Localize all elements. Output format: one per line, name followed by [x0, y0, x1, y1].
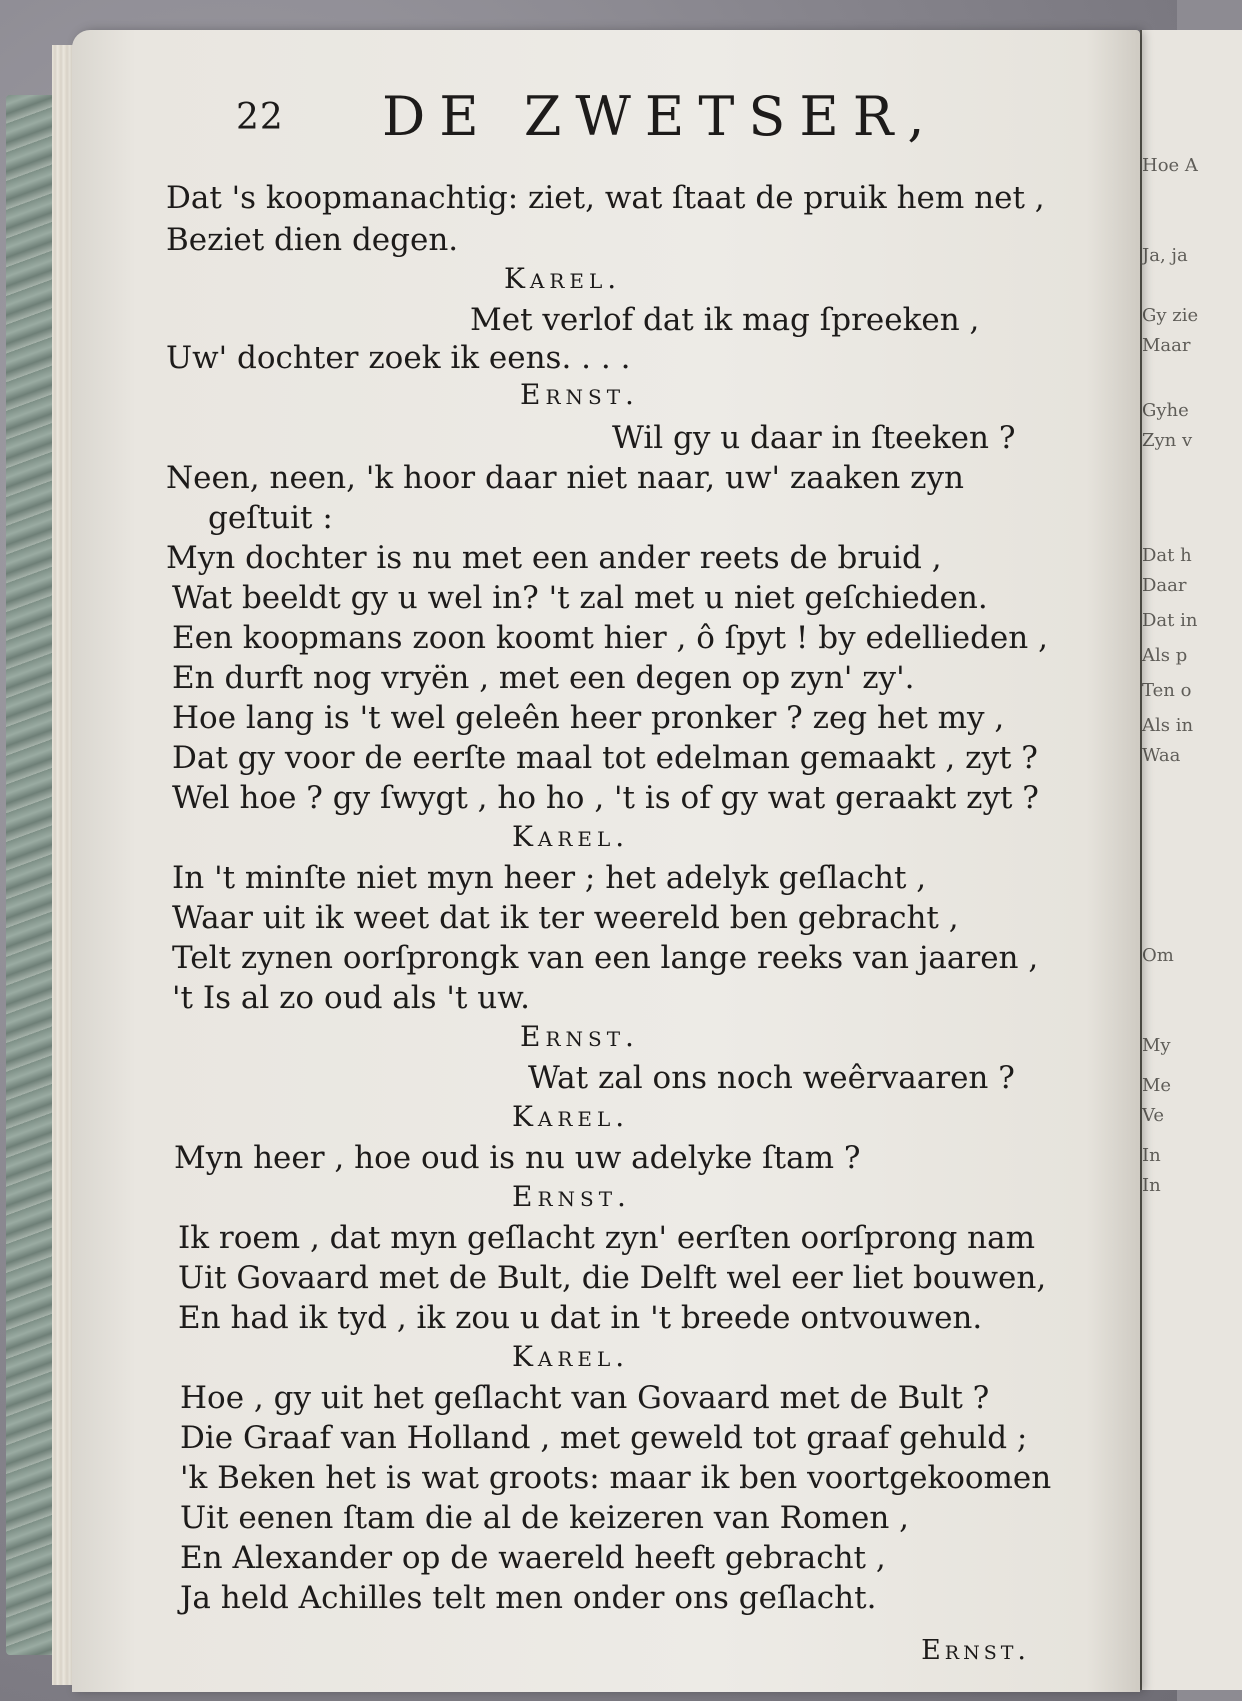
facing-page-fragment: Ja, ja — [1142, 245, 1188, 266]
speaker-name: Ernst. — [520, 378, 639, 411]
running-title: DE ZWETSER, — [382, 85, 939, 148]
verse-line: Hoe , gy uit het geſlacht van Govaard met de Bult ? — [180, 1380, 990, 1416]
facing-page-fragment: Hoe A — [1142, 155, 1198, 176]
verse-line: Telt zynen oorſprongk van een lange reeks van jaaren , — [172, 940, 1039, 976]
facing-page-fragment: Zyn v — [1142, 430, 1193, 451]
verse-line: Die Graaf van Holland , met geweld tot graaf gehuld ; — [180, 1420, 1028, 1456]
verse-line: En had ik tyd , ik zou u dat in 't breede ontvouwen. — [178, 1300, 983, 1336]
verse-line: Uit eenen ſtam die al de keizeren van Romen , — [180, 1500, 910, 1536]
facing-page-fragment: Gy zie — [1142, 305, 1199, 326]
verse-line: Ja held Achilles telt men onder ons geſlacht. — [180, 1580, 877, 1616]
facing-page-fragment: Dat h — [1142, 545, 1192, 566]
verse-line: Hoe lang is 't wel geleên heer pronker ? zeg het my , — [172, 700, 1005, 736]
facing-page-fragment: Me — [1142, 1075, 1172, 1096]
facing-page-fragment: Als in — [1142, 715, 1194, 736]
verse-line: Dat 's koopmanachtig: ziet, wat ſtaat de pruik hem net , — [166, 180, 1045, 216]
page-number: 22 — [236, 97, 284, 138]
verse-line: 'k Beken het is wat groots: maar ik ben voortgekoomen — [180, 1460, 1052, 1496]
facing-page-fragment: Ten o — [1142, 680, 1192, 701]
facing-page — [1140, 30, 1242, 1690]
page-content — [72, 30, 1140, 1692]
facing-page-fragment: My — [1142, 1035, 1171, 1056]
speaker-name: Ernst. — [512, 1180, 631, 1213]
speaker-name: Karel. — [512, 1340, 630, 1373]
facing-page-fragment: Ve — [1142, 1105, 1164, 1126]
page-header — [152, 85, 1112, 155]
verse-line: En durft nog vryën , met een degen op zyn' zy'. — [172, 660, 915, 696]
verse-line: In 't minſte niet myn heer ; het adelyk geſlacht , — [172, 860, 927, 896]
speaker-name: Karel. — [504, 262, 622, 295]
verse-line: Met verlof dat ik mag ſpreeken , — [470, 302, 980, 338]
facing-page-fragment: Om — [1142, 945, 1174, 966]
verse-line: Wat beeldt gy u wel in? 't zal met u niet geſchieden. — [172, 580, 988, 616]
verse-line: Uit Govaard met de Bult, die Delft wel eer liet bouwen, — [178, 1260, 1047, 1296]
facing-page-fragment: In — [1142, 1175, 1161, 1196]
verse-line: Ik roem , dat myn geſlacht zyn' eerſten oorſprong nam — [178, 1220, 1035, 1256]
facing-page-fragment: Als p — [1142, 645, 1188, 666]
speaker-name: Ernst. — [520, 1020, 639, 1053]
facing-page-fragment: Daar — [1142, 575, 1187, 596]
book-page — [72, 30, 1140, 1692]
verse-line: Wel hoe ? gy ſwygt , ho ho , 't is of gy wat geraakt zyt ? — [172, 780, 1039, 816]
verse-line: Waar uit ik weet dat ik ter weereld ben gebracht , — [172, 900, 959, 936]
facing-page-fragment: Maar — [1142, 335, 1191, 356]
verse-line: Uw' dochter zoek ik eens. . . . — [166, 340, 631, 376]
verse-line: Neen, neen, 'k hoor daar niet naar, uw' zaaken zyn — [166, 460, 964, 496]
verse-line: Wat zal ons noch weêrvaaren ? — [528, 1060, 1015, 1096]
speaker-name: Karel. — [512, 820, 630, 853]
facing-page-fragment: Waa — [1142, 745, 1181, 766]
speaker-name: Karel. — [512, 1100, 630, 1133]
facing-page-fragment: In — [1142, 1145, 1161, 1166]
catchword: Ernst. — [921, 1635, 1030, 1666]
verse-line: Myn heer , hoe oud is nu uw adelyke ſtam ? — [174, 1140, 861, 1176]
verse-line: geſtuit : — [208, 500, 333, 536]
verse-line: Een koopmans zoon koomt hier , ô ſpyt ! by edellieden , — [172, 620, 1048, 656]
facing-page-fragment: Dat in — [1142, 610, 1198, 631]
facing-page-fragment: Gyhe — [1142, 400, 1189, 421]
verse-line: Beziet dien degen. — [166, 222, 459, 258]
verse-line: Wil gy u daar in ſteeken ? — [612, 420, 1016, 456]
verse-line: Myn dochter is nu met een ander reets de bruid , — [166, 540, 942, 576]
verse-line: Dat gy voor de eerſte maal tot edelman gemaakt , zyt ? — [172, 740, 1038, 776]
verse-line: 't Is al zo oud als 't uw. — [172, 980, 530, 1016]
verse-line: En Alexander op de waereld heeft gebracht , — [180, 1540, 886, 1576]
